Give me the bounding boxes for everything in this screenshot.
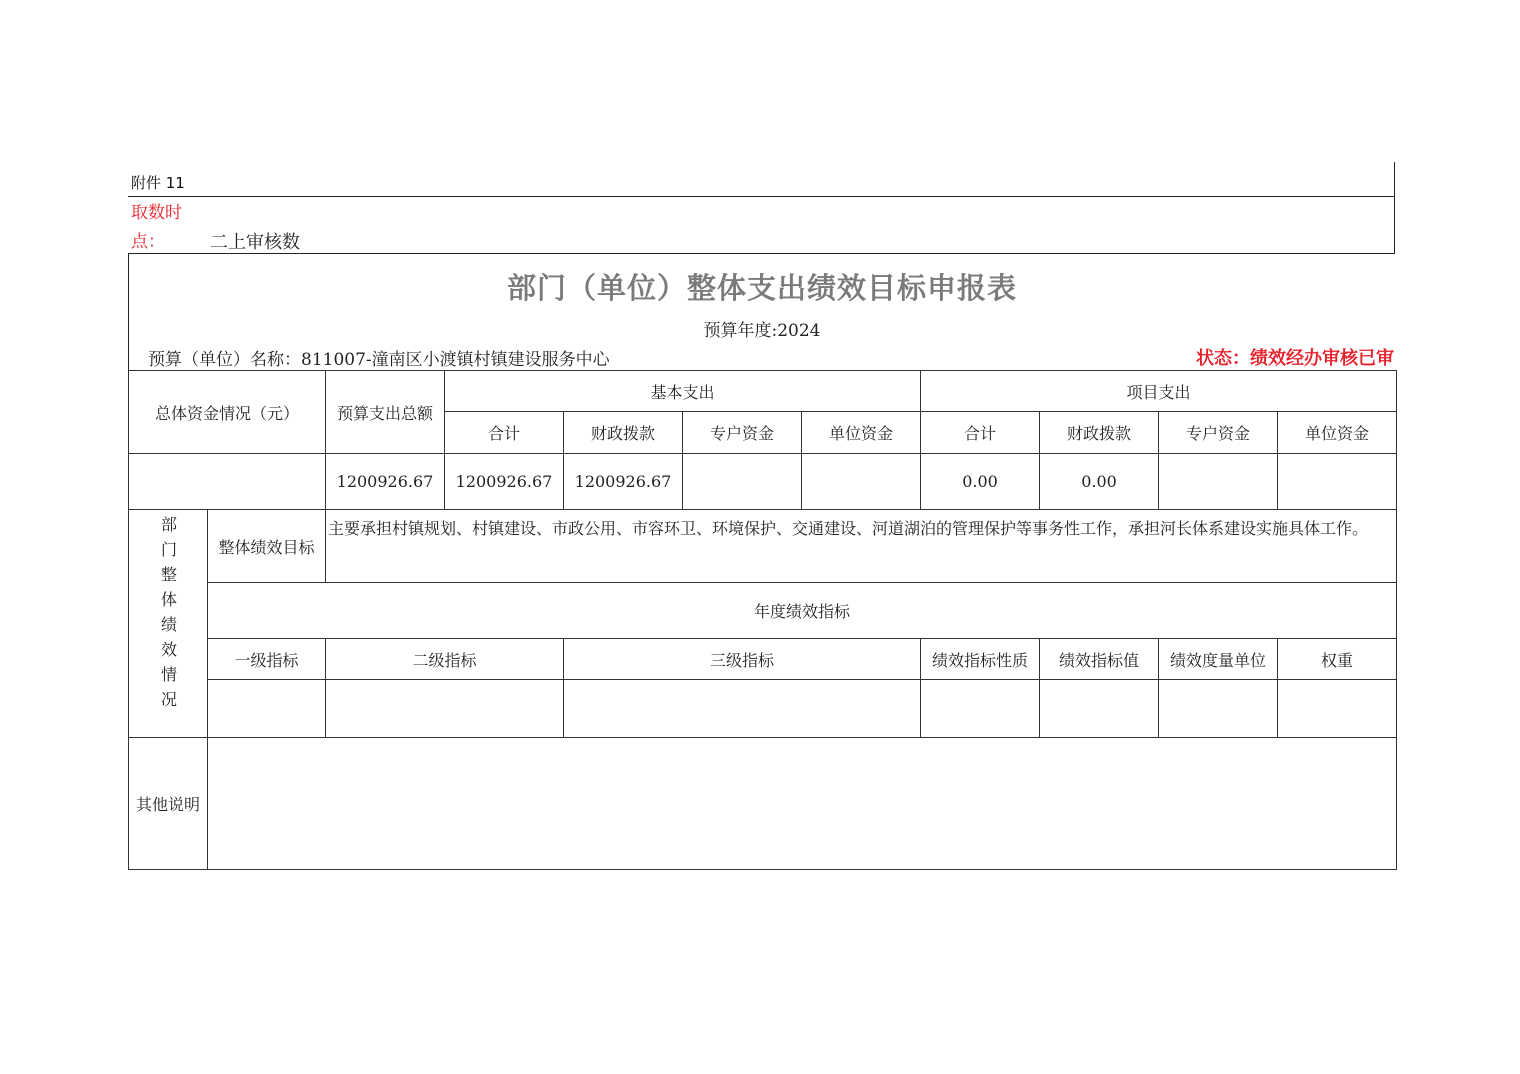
value-cell	[1278, 454, 1397, 510]
value-cell	[1159, 454, 1278, 510]
sub-header: 专户资金	[683, 412, 802, 454]
sub-header: 单位资金	[802, 412, 921, 454]
sub-header: 财政拨款	[1040, 412, 1159, 454]
indicator-cell	[921, 680, 1040, 738]
indicator-header: 绩效指标值	[1040, 639, 1159, 680]
other-label: 其他说明	[129, 738, 208, 870]
project-expense-header: 项目支出	[921, 371, 1397, 412]
sub-header: 专户资金	[1159, 412, 1278, 454]
section-label: 部门整体绩效情况	[158, 516, 178, 716]
divider-line	[128, 253, 1395, 254]
indicator-header: 权重	[1278, 639, 1397, 680]
value-cell	[802, 454, 921, 510]
indicator-cell	[1278, 680, 1397, 738]
indicator-cell	[326, 680, 564, 738]
total-value-cell: 1200926.67	[326, 454, 445, 510]
indicator-cell	[564, 680, 921, 738]
indicator-header: 一级指标	[208, 639, 326, 680]
basic-expense-header: 基本支出	[445, 371, 921, 412]
indicator-title: 年度绩效指标	[208, 583, 1397, 639]
data-point-label: 取数时点：	[131, 203, 182, 252]
sub-header: 单位资金	[1278, 412, 1397, 454]
indicator-header: 绩效指标性质	[921, 639, 1040, 680]
other-text	[208, 738, 1397, 870]
indicator-cell	[208, 680, 326, 738]
indicator-cell	[1040, 680, 1159, 738]
value-cell: 0.00	[1040, 454, 1159, 510]
value-cell: 1200926.67	[445, 454, 564, 510]
divider-line	[128, 196, 1395, 197]
data-point-value: 二上审核数	[210, 232, 300, 253]
section-label-cell	[129, 510, 208, 738]
goal-label: 整体绩效目标	[208, 510, 326, 583]
indicator-header: 绩效度量单位	[1159, 639, 1278, 680]
sub-header: 合计	[921, 412, 1040, 454]
value-cell: 1200926.67	[564, 454, 683, 510]
indicator-header: 三级指标	[564, 639, 921, 680]
sub-header: 合计	[445, 412, 564, 454]
funds-row-label: 总体资金情况（元）	[129, 371, 326, 454]
budget-year: 预算年度:2024	[703, 321, 821, 341]
attachment-label: 附件 11	[131, 174, 185, 192]
page-title: 部门（单位）整体支出绩效目标申报表	[506, 271, 1017, 305]
unit-name: 预算（单位）名称：811007-潼南区小渡镇村镇建设服务中心	[148, 350, 610, 370]
indicator-cell	[1159, 680, 1278, 738]
performance-table	[128, 370, 1397, 870]
funds-label-cont	[129, 454, 326, 510]
status-badge: 状态：绩效经办审核已审	[1196, 348, 1394, 369]
budget-total-header: 预算支出总额	[326, 371, 445, 454]
value-cell	[683, 454, 802, 510]
right-border-line	[1394, 162, 1395, 254]
indicator-header: 二级指标	[326, 639, 564, 680]
value-cell: 0.00	[921, 454, 1040, 510]
goal-text: 主要承担村镇规划、村镇建设、市政公用、市容环卫、环境保护、交通建设、河道湖泊的管理保护等事务性工作，承担河长体系建设实施具体工作。	[326, 510, 1397, 583]
sub-header: 财政拨款	[564, 412, 683, 454]
